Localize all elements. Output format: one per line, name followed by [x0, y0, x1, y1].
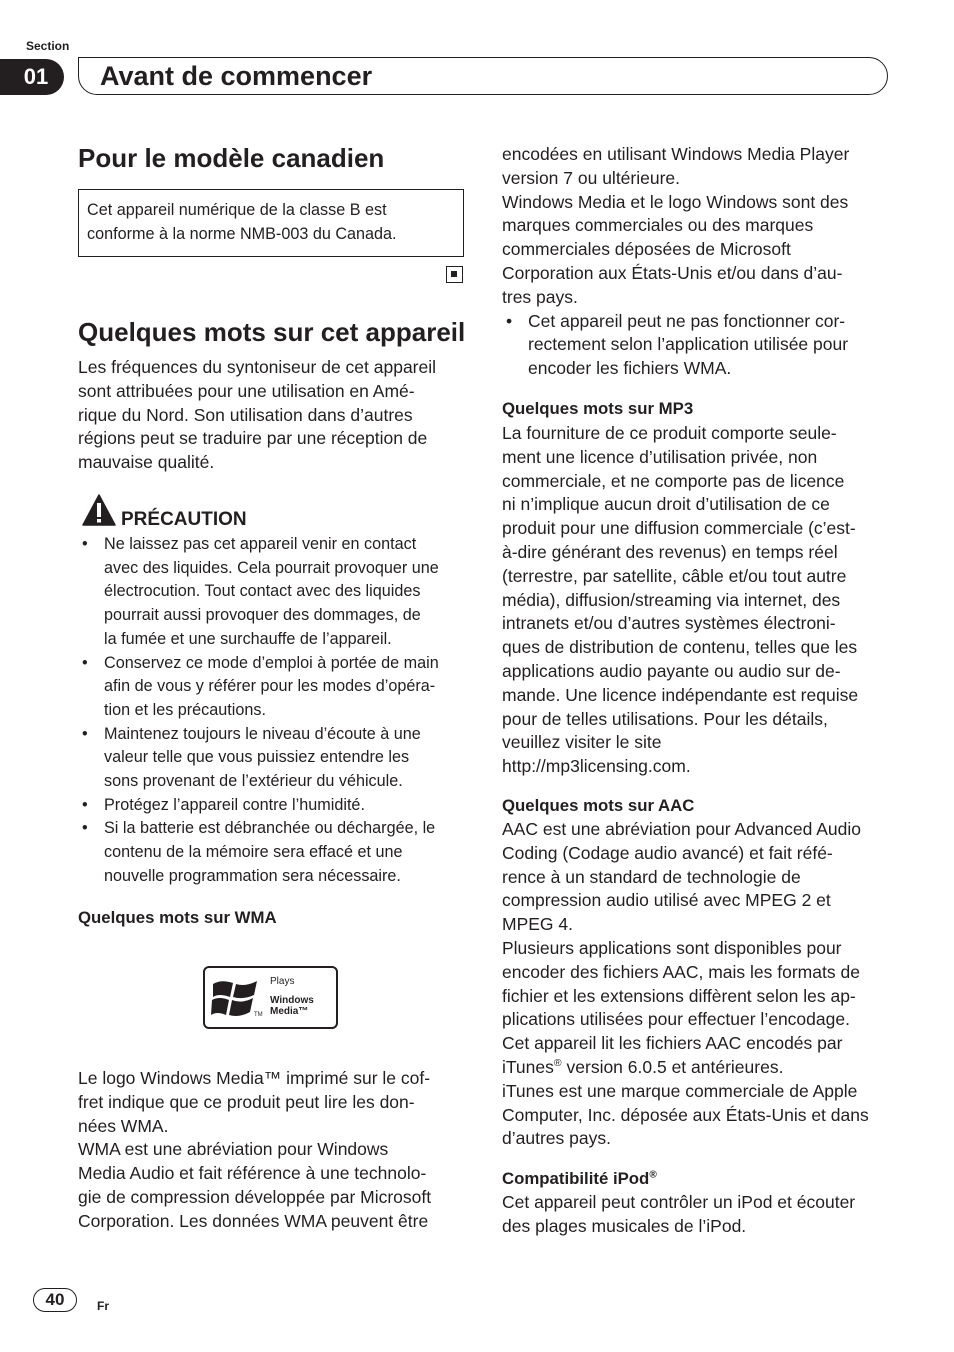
- text-line: plications utilisées pour effectuer l’encodage.: [502, 1009, 850, 1030]
- text-line: nouvelle programmation sera nécessaire.: [104, 866, 401, 885]
- logo-windows: Windows: [270, 995, 314, 1006]
- list-item: [502, 310, 912, 381]
- text-line: ment une licence d’utilisation privée, non: [502, 446, 818, 467]
- text-line: pour de telles utilisations. Pour les détails,: [502, 708, 828, 729]
- text-line: Corporation aux États-Unis et/ou dans d’au-: [502, 262, 843, 283]
- text-line: valeur telle que vous puissiez entendre les: [104, 748, 410, 767]
- page-number: 40: [33, 1288, 77, 1312]
- text-line: Ne laissez pas cet appareil venir en contact: [104, 535, 417, 553]
- canada-heading: Pour le modèle canadien: [78, 143, 385, 173]
- warning-triangle-icon: [82, 494, 116, 531]
- section-title: Avant de commencer: [100, 61, 373, 91]
- text-line: nées WMA.: [78, 1115, 169, 1136]
- bullet: •: [82, 653, 88, 672]
- windows-flag-icon: [211, 975, 259, 1021]
- logo-media: Media™: [270, 1006, 309, 1017]
- bullet: •: [82, 724, 88, 743]
- text-line: encoder des fichiers AAC, mais les formats de: [502, 961, 860, 982]
- logo-brand: [270, 995, 314, 1017]
- aac-paragraph: [502, 818, 912, 1151]
- section-label: Section: [26, 39, 70, 53]
- bullet: •: [82, 535, 88, 553]
- itunes-word: iTunes: [502, 1056, 554, 1077]
- text-line: Si la batterie est débranchée ou déchargée, le: [104, 819, 436, 838]
- text-line: fret indique que ce produit peut lire les don-: [78, 1091, 415, 1112]
- list-item: [78, 723, 468, 794]
- text-line: La fourniture de ce produit comporte seule-: [502, 423, 837, 443]
- text-line: Les fréquences du syntoniseur de cet appareil: [78, 357, 437, 377]
- ipod-paragraph: [502, 1191, 912, 1239]
- text-line: http://mp3licensing.com.: [502, 756, 691, 777]
- text-line: Conservez ce mode d’emploi à portée de main: [104, 653, 439, 672]
- wma-note-list: [502, 310, 912, 381]
- text-line: Coding (Codage audio avancé) et fait réfé-: [502, 842, 833, 863]
- text-line: ni n’implique aucun droit d’utilisation de ce: [502, 494, 830, 515]
- text-line: gie de compression développée par Microsoft: [78, 1186, 432, 1207]
- text-line: [502, 1056, 912, 1080]
- text-line: régions peut se traduire par une réception de: [78, 428, 428, 449]
- text-line: WMA est une abréviation pour Windows: [78, 1139, 389, 1160]
- list-item: [78, 533, 468, 652]
- notice-line: Cet appareil numérique de la classe B est: [87, 201, 387, 219]
- text-line: contenu de la mémoire sera effacé et une: [104, 843, 403, 862]
- wma-paragraph: [78, 1067, 478, 1234]
- text-line: des plages musicales de l’iPod.: [502, 1215, 747, 1236]
- caution-list: [78, 533, 468, 889]
- text-line: mauvaise qualité.: [78, 452, 215, 473]
- text-line: rence à un standard de technologie de: [502, 866, 801, 887]
- text-line: tion et les précautions.: [104, 700, 266, 719]
- text-line: commerciale, et ne comporte pas de licence: [502, 470, 845, 491]
- text-line: Media Audio et fait référence à une technolo-: [78, 1163, 427, 1184]
- text-line: veuillez visiter le site: [502, 732, 662, 753]
- wma-continued-paragraph: [502, 143, 912, 381]
- bullet: •: [82, 795, 88, 814]
- ipod-heading-text: Compatibilité iPod: [502, 1169, 650, 1188]
- text-line: (terrestre, par satellite, câble et/ou tout autre: [502, 565, 847, 586]
- text-line: Corporation. Les données WMA peuvent être: [78, 1210, 429, 1231]
- end-of-section-icon: [446, 266, 463, 283]
- wma-heading: Quelques mots sur WMA: [78, 908, 277, 927]
- registered-mark: ®: [649, 1169, 657, 1181]
- text-line: AAC est une abréviation pour Advanced Audio: [502, 819, 861, 839]
- text-line: fichier et les extensions diffèrent selon les ap-: [502, 985, 856, 1006]
- text-line: ques de distribution de contenu, telles que les: [502, 637, 858, 658]
- text-line: pourrait aussi provoquer des dommages, de: [104, 606, 421, 625]
- text-line: mande. Une licence indépendante est requise: [502, 684, 859, 705]
- text-line: électrocution. Tout contact avec des liquides: [104, 582, 421, 601]
- text-line: Cet appareil lit les fichiers AAC encodés par: [502, 1033, 843, 1054]
- language-code: Fr: [97, 1299, 109, 1313]
- mp3-paragraph: [502, 422, 912, 779]
- text-line: Windows Media et le logo Windows sont des: [502, 191, 849, 212]
- text-line: Protégez l’appareil contre l’humidité.: [104, 795, 365, 814]
- logo-plays: Plays: [270, 976, 295, 987]
- mp3-heading: Quelques mots sur MP3: [502, 399, 694, 418]
- text-line: marques commerciales ou des marques: [502, 215, 814, 236]
- text-line: avec des liquides. Cela pourrait provoquer une: [104, 558, 439, 577]
- text-line: MPEG 4.: [502, 914, 573, 935]
- text-line: afin de vous y référer pour les modes d’opéra-: [104, 677, 436, 696]
- text-line: encodées en utilisant Windows Media Player: [502, 144, 850, 164]
- caution-title: PRÉCAUTION: [121, 509, 247, 530]
- text-line: intranets et/ou d’autres systèmes électroni-: [502, 613, 836, 634]
- text-line: à-dire générant des revenus) en temps réel: [502, 541, 838, 562]
- notice-line: conforme à la norme NMB-003 du Canada.: [87, 224, 397, 243]
- text-line: tres pays.: [502, 286, 578, 307]
- text-line: applications audio payante ou audio sur de-: [502, 660, 841, 681]
- text-line: rectement selon l’application utilisée pour: [528, 334, 849, 355]
- text-line: d’autres pays.: [502, 1128, 611, 1149]
- text-line: la fumée et une surchauffe de l’appareil.: [104, 629, 392, 648]
- text-line: version 7 ou ultérieure.: [502, 167, 681, 188]
- text-line: Computer, Inc. déposée aux États-Unis et dans: [502, 1104, 869, 1125]
- text-line: sont attribuées pour une utilisation en Amé-: [78, 380, 415, 401]
- about-paragraph: [78, 356, 478, 475]
- text-line: rique du Nord. Son utilisation dans d’autres: [78, 404, 413, 425]
- text-line: compression audio utilisé avec MPEG 2 et: [502, 890, 831, 911]
- about-heading: Quelques mots sur cet appareil: [78, 317, 466, 347]
- text-line: Plusieurs applications sont disponibles pour: [502, 937, 842, 958]
- text-line: sons provenant de l’extérieur du véhicule.: [104, 772, 403, 791]
- logo-tm: TM: [254, 1012, 263, 1018]
- text-line: encoder les fichiers WMA.: [528, 358, 732, 379]
- list-item: [78, 794, 468, 818]
- text-line: Cet appareil peut contrôler un iPod et écouter: [502, 1192, 856, 1212]
- text-line: iTunes est une marque commerciale de Apple: [502, 1080, 858, 1101]
- text-line: Cet appareil peut ne pas fonctionner cor-: [528, 310, 846, 331]
- text-line: commerciales déposées de Microsoft: [502, 239, 791, 260]
- aac-heading: Quelques mots sur AAC: [502, 796, 695, 815]
- section-number-tab: 01: [0, 59, 64, 95]
- text-line: produit pour une diffusion commerciale (c’est-: [502, 518, 856, 539]
- canada-notice-box: [78, 189, 464, 257]
- ipod-heading: [502, 1167, 657, 1191]
- registered-mark: ®: [553, 1057, 562, 1070]
- text-line: média), diffusion/streaming via internet, des: [502, 589, 841, 610]
- text-line: Maintenez toujours le niveau d’écoute à une: [104, 724, 421, 743]
- text-line: Le logo Windows Media™ imprimé sur le cof-: [78, 1068, 431, 1088]
- bullet: •: [506, 310, 513, 331]
- list-item: [78, 652, 468, 723]
- bullet: •: [82, 819, 88, 838]
- itunes-rest: version 6.0.5 et antérieures.: [561, 1056, 784, 1077]
- list-item: [78, 817, 468, 888]
- windows-media-logo: [203, 966, 338, 1029]
